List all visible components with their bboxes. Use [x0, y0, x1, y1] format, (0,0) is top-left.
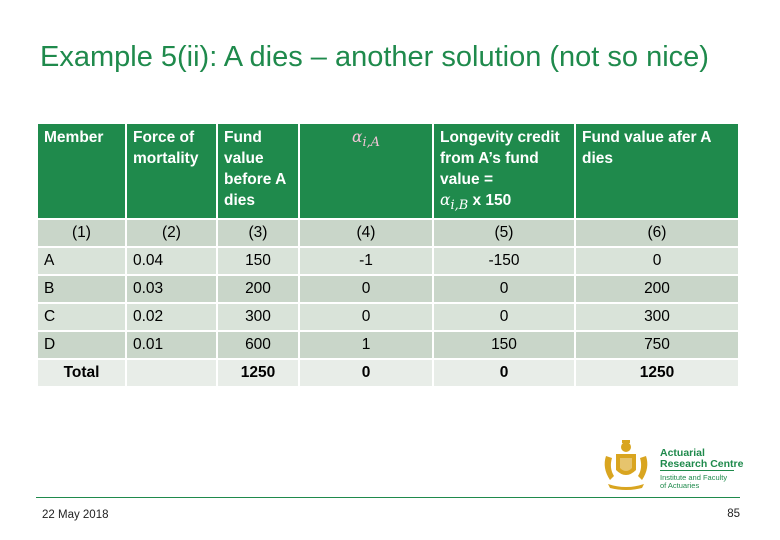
header-fund-value-after: Fund value afer A dies — [576, 124, 738, 220]
header-member: Member — [38, 124, 125, 220]
total-fund-after-cell: 1250 — [576, 360, 738, 388]
column-number-row — [38, 220, 738, 248]
column-number: (1) — [38, 220, 125, 248]
actuarial-research-centre-logo — [598, 436, 748, 492]
fund-after-cell: 750 — [576, 332, 738, 360]
table-row — [38, 276, 738, 304]
mortality-cell: 0.02 — [127, 304, 216, 332]
credit-cell: 0 — [434, 304, 574, 332]
mortality-cell: 0.01 — [127, 332, 216, 360]
coat-of-arms-icon — [598, 436, 654, 492]
fund-cell: 300 — [218, 304, 298, 332]
logo-divider — [660, 470, 734, 471]
alpha-cell: -1 — [300, 248, 432, 276]
member-cell: D — [38, 332, 125, 360]
header-fund-value: Fund value before A dies — [218, 124, 298, 220]
mortality-cell: 0.03 — [127, 276, 216, 304]
alpha-cell: 0 — [300, 276, 432, 304]
member-cell: A — [38, 248, 125, 276]
logo-wordmark: Actuarial Research Centre — [660, 447, 744, 470]
member-cell: B — [38, 276, 125, 304]
total-credit-cell: 0 — [434, 360, 574, 388]
member-cell: C — [38, 304, 125, 332]
slide-title: Example 5(ii): A dies – another solution (not so nice) — [40, 41, 709, 73]
total-alpha-cell: 0 — [300, 360, 432, 388]
column-number: (5) — [434, 220, 574, 248]
fund-cell: 150 — [218, 248, 298, 276]
alpha-cell: 0 — [300, 304, 432, 332]
alpha-cell: 1 — [300, 332, 432, 360]
column-number: (6) — [576, 220, 738, 248]
total-row — [38, 360, 738, 388]
total-mortality-cell — [127, 360, 216, 388]
footer-date: 22 May 2018 — [42, 509, 109, 521]
page-number: 85 — [727, 508, 740, 520]
credit-cell: 0 — [434, 276, 574, 304]
alpha-symbol: α — [351, 128, 363, 146]
total-label: Total — [38, 360, 125, 388]
column-number: (2) — [127, 220, 216, 248]
column-number: (4) — [300, 220, 432, 248]
table-row — [38, 248, 738, 276]
table-row — [38, 304, 738, 332]
fund-after-cell: 0 — [576, 248, 738, 276]
fund-table — [36, 124, 740, 388]
fund-cell: 200 — [218, 276, 298, 304]
fund-after-cell: 200 — [576, 276, 738, 304]
mortality-cell: 0.04 — [127, 248, 216, 276]
credit-cell: 150 — [434, 332, 574, 360]
header-alpha-ia: $\alpha_{i,A}$ — [300, 124, 432, 220]
total-fund-cell: 1250 — [218, 360, 298, 388]
table-row — [38, 332, 738, 360]
fund-after-cell: 300 — [576, 304, 738, 332]
fund-cell: 600 — [218, 332, 298, 360]
credit-cell: -150 — [434, 248, 574, 276]
column-number: (3) — [218, 220, 298, 248]
header-force-of-mortality: Force of mortality — [127, 124, 216, 220]
footer-divider — [36, 497, 740, 498]
table-header-row — [38, 124, 738, 220]
header-longevity-credit: Longevity credit from A’s fund value = $\alpha_{i,B}$ x 150 — [434, 124, 574, 220]
logo-subtitle: Institute and Faculty of Actuaries — [660, 473, 728, 490]
